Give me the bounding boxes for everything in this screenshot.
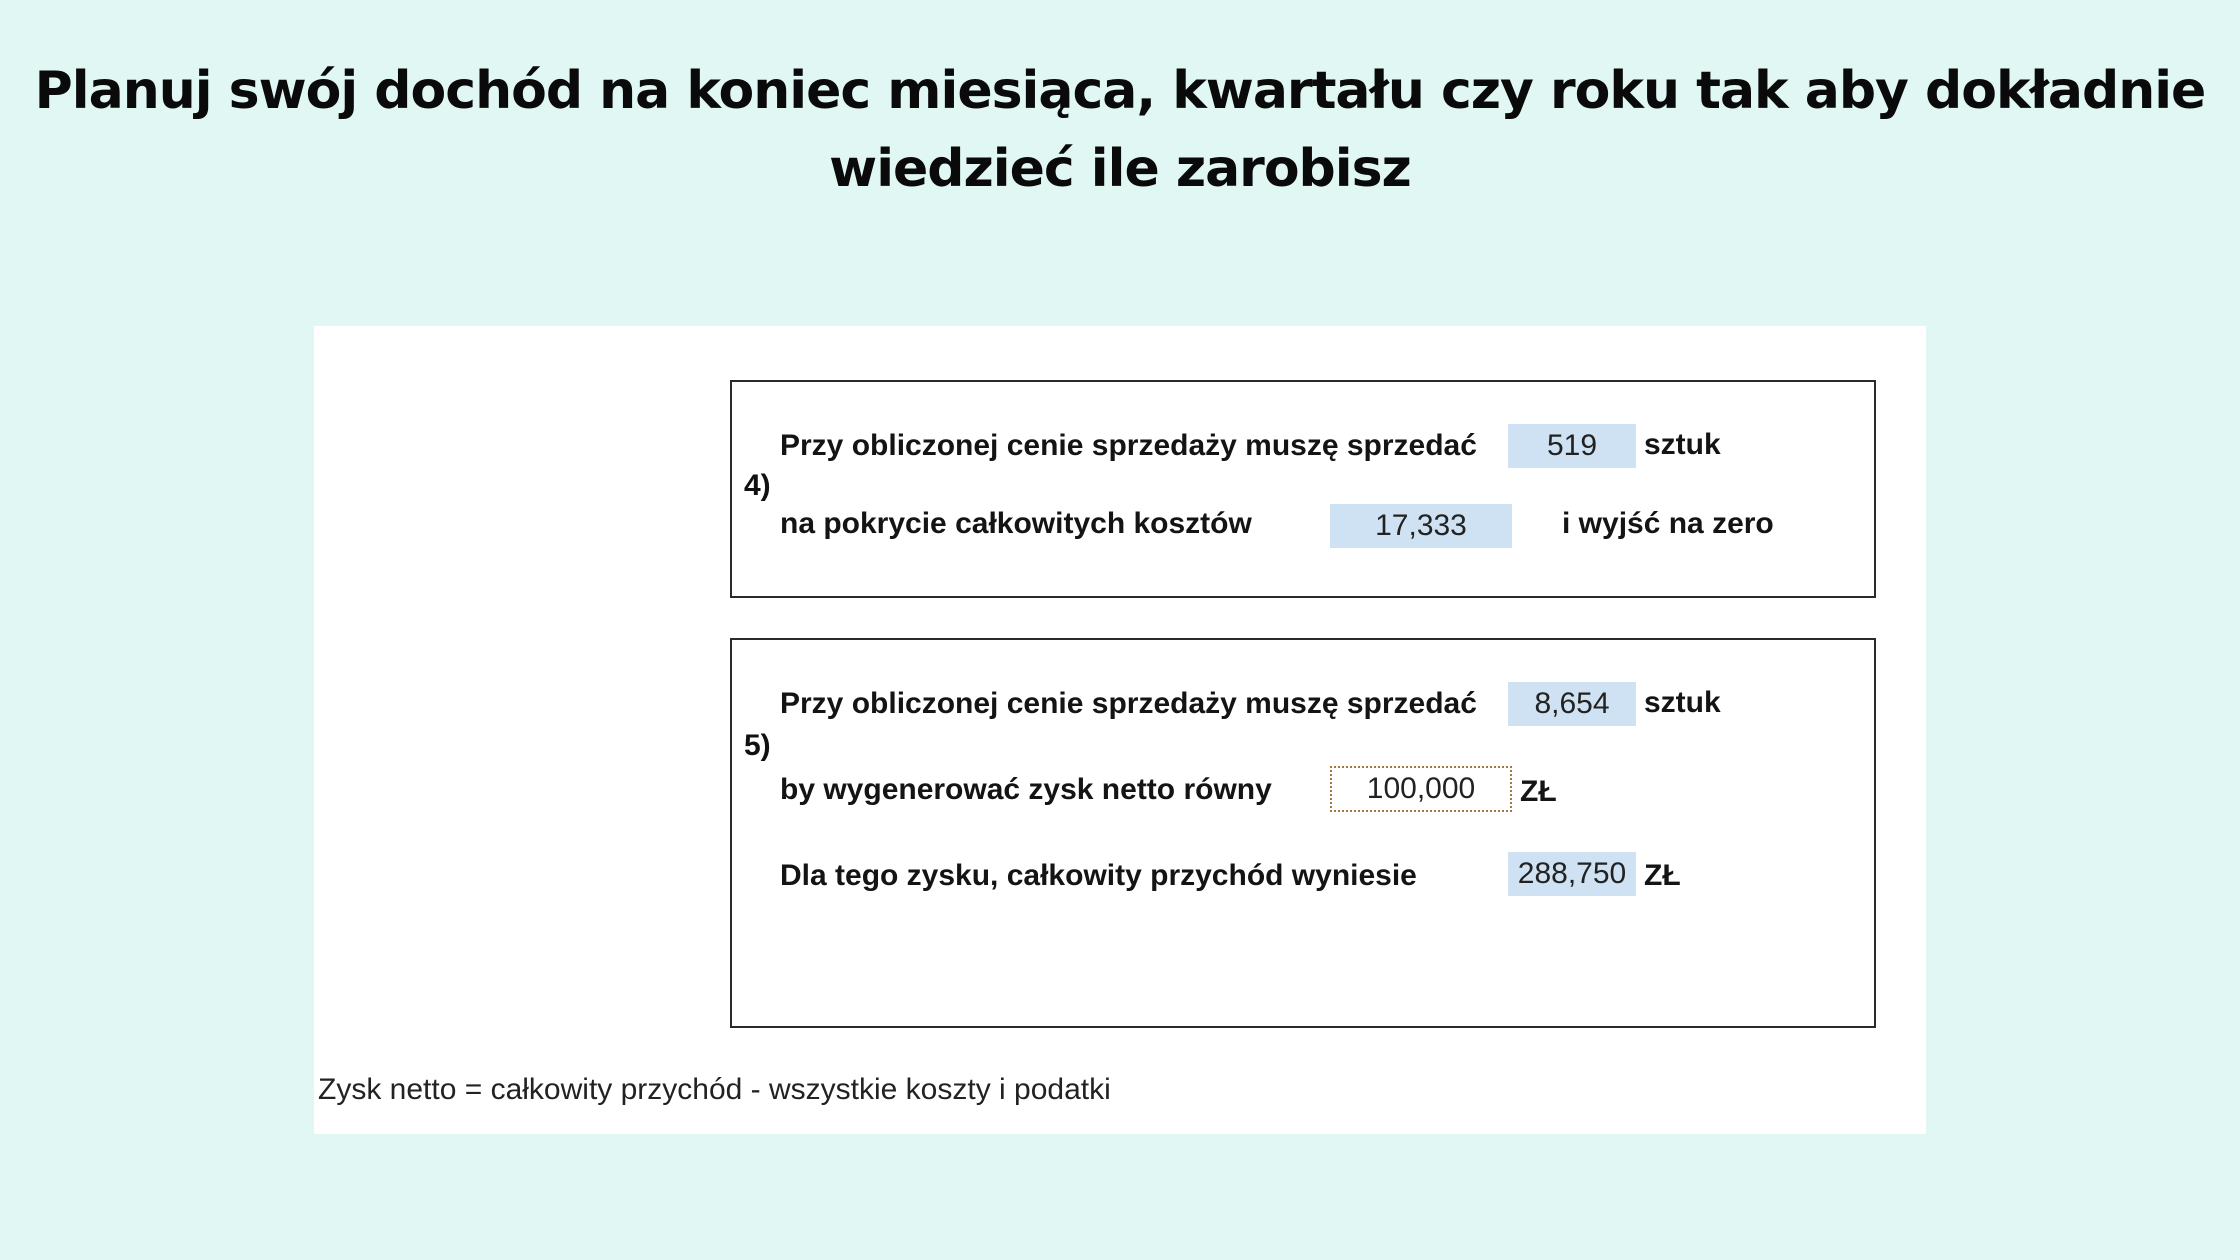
section-4-sell-label: Przy obliczonej cenie sprzedaży muszę sprzedać [780,429,1477,462]
section-4-units-label: sztuk [1644,428,1721,461]
section-5-units-label: sztuk [1644,686,1721,719]
section-4-break-even-label: i wyjść na zero [1562,507,1774,540]
section-4-number: 4) [744,469,771,502]
section-4-costs-cell[interactable]: 17,333 [1330,504,1512,548]
section-4-units-cell[interactable]: 519 [1508,424,1636,468]
headline-line-1: Planuj swój dochód na koniec miesiąca, kwartału czy roku tak aby dokładnie [34,61,2206,121]
spreadsheet-screenshot [314,326,1926,1134]
section-5-profit-currency: ZŁ [1520,775,1557,808]
section-4-costs-label: na pokrycie całkowitych kosztów [780,507,1252,540]
section-5-revenue-label: Dla tego zysku, całkowity przychód wyniesie [780,859,1417,892]
section-5-units-cell[interactable]: 8,654 [1508,682,1636,726]
section-5-profit-input[interactable]: 100,000 [1330,766,1512,812]
section-5-revenue-cell[interactable]: 288,750 [1508,852,1636,896]
section-4-box [730,380,1876,598]
section-5-box [730,638,1876,1028]
section-5-profit-label: by wygenerować zysk netto równy [780,773,1272,806]
net-profit-footnote: Zysk netto = całkowity przychód - wszystkie koszty i podatki [318,1073,1111,1106]
section-5-sell-label: Przy obliczonej cenie sprzedaży muszę sprzedać [780,687,1477,720]
page-headline [0,52,2240,208]
section-5-number: 5) [744,729,771,762]
section-5-revenue-currency: ZŁ [1644,859,1681,892]
headline-line-2: wiedzieć ile zarobisz [829,139,1411,199]
